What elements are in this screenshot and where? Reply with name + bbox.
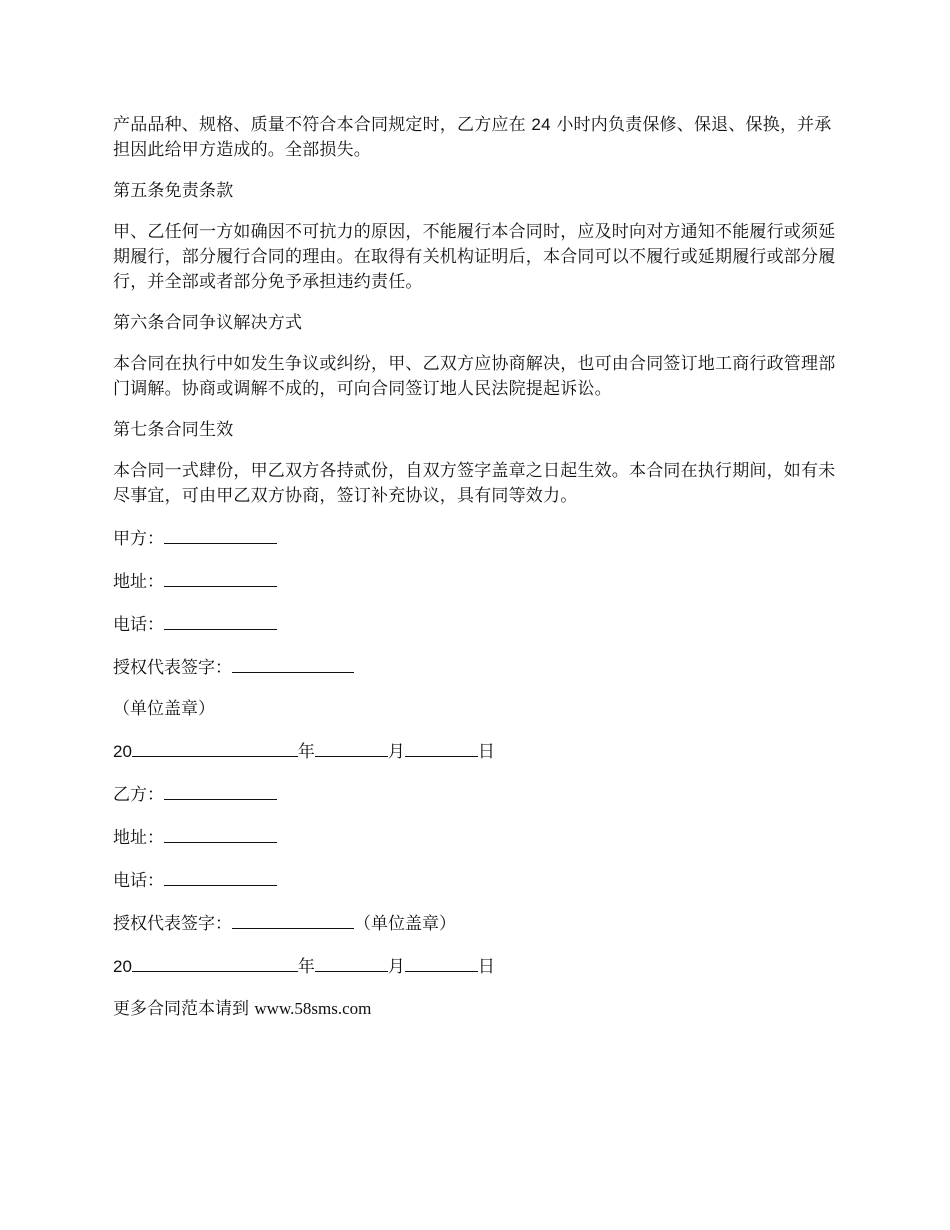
footer-link[interactable]: www.58sms.com	[254, 999, 372, 1018]
party-b-name-field	[113, 781, 843, 808]
clause-7-title: 第七条合同生效	[113, 420, 234, 440]
party-b-address-field	[113, 824, 843, 851]
footer	[113, 996, 843, 1022]
party-a-phone-label: 电话：	[113, 615, 164, 635]
party-a-day-blank[interactable]	[405, 738, 478, 757]
party-a-name-blank[interactable]	[164, 525, 277, 544]
contract-page	[113, 112, 843, 1022]
party-a-name-field	[113, 525, 843, 552]
party-a-sign-field	[113, 654, 843, 681]
clause-5-title: 第五条免责条款	[113, 181, 234, 201]
clause-4-text-a: 产品品种、规格、质量不符合本合同规定时，乙方应在	[113, 115, 526, 135]
party-b-name-label: 乙方：	[113, 785, 164, 805]
party-a-year-blank[interactable]	[132, 738, 298, 757]
clause-5-body: 甲、乙任何一方如确因不可抗力的原因，不能履行本合同时，应及时向对方通知不能履行或须延期履行，部分履行合同的理由。在取得有关机构证明后，本合同可以不履行或延期履行或部分履行，并全部或者部分免予承担违约责任。	[113, 222, 836, 292]
footer-text: 更多合同范本请到	[113, 999, 249, 1019]
party-a-address-blank[interactable]	[164, 568, 277, 587]
party-b-address-blank[interactable]	[164, 824, 277, 843]
party-a-phone-blank[interactable]	[164, 611, 277, 630]
party-a-year-label: 年	[297, 742, 315, 762]
party-a-sign-label: 授权代表签字：	[113, 658, 232, 678]
clause-4-text-b: 小时内负责保修、保退、保换，并承担因此给甲方造成的。全部损失。	[113, 115, 832, 160]
clause-6-title: 第六条合同争议解决方式	[113, 313, 303, 333]
party-a-date-field	[113, 738, 843, 765]
party-b-phone-label: 电话：	[113, 871, 164, 891]
party-a-phone-field	[113, 611, 843, 638]
party-a-seal-note: （单位盖章）	[113, 699, 215, 719]
party-b-phone-field	[113, 867, 843, 894]
party-b-sign-blank[interactable]	[232, 910, 354, 929]
party-a-date-prefix: 20	[113, 742, 132, 761]
party-b-sign-label: 授权代表签字：	[113, 914, 232, 934]
party-b-date-field	[113, 953, 843, 980]
party-b-sign-field	[113, 910, 843, 937]
party-b-name-blank[interactable]	[164, 781, 277, 800]
party-b-address-label: 地址：	[113, 828, 164, 848]
party-a-name-label: 甲方：	[113, 529, 164, 549]
party-b-year-label: 年	[297, 957, 315, 977]
clause-4-hours: 24	[531, 115, 551, 134]
party-b-year-blank[interactable]	[132, 953, 298, 972]
party-a-sign-blank[interactable]	[232, 654, 354, 673]
party-b-phone-blank[interactable]	[164, 867, 277, 886]
party-a-address-label: 地址：	[113, 572, 164, 592]
party-b-month-blank[interactable]	[315, 953, 388, 972]
party-a-address-field	[113, 568, 843, 595]
clause-4-tail	[113, 112, 843, 163]
party-b-month-label: 月	[387, 957, 405, 977]
party-a-month-blank[interactable]	[315, 738, 388, 757]
party-b-day-label: 日	[477, 957, 495, 977]
party-b-date-prefix: 20	[113, 957, 132, 976]
party-a-month-label: 月	[387, 742, 405, 762]
party-b-seal-note: （单位盖章）	[354, 914, 456, 934]
party-a-day-label: 日	[477, 742, 495, 762]
party-b-day-blank[interactable]	[405, 953, 478, 972]
clause-6-body: 本合同在执行中如发生争议或纠纷，甲、乙双方应协商解决，也可由合同签订地工商行政管理部门调解。协商或调解不成的，可向合同签订地人民法院提起诉讼。	[113, 354, 836, 399]
clause-7-body: 本合同一式肆份，甲乙双方各持贰份，自双方签字盖章之日起生效。本合同在执行期间，如有未尽事宜，可由甲乙双方协商，签订补充协议，具有同等效力。	[113, 461, 836, 506]
